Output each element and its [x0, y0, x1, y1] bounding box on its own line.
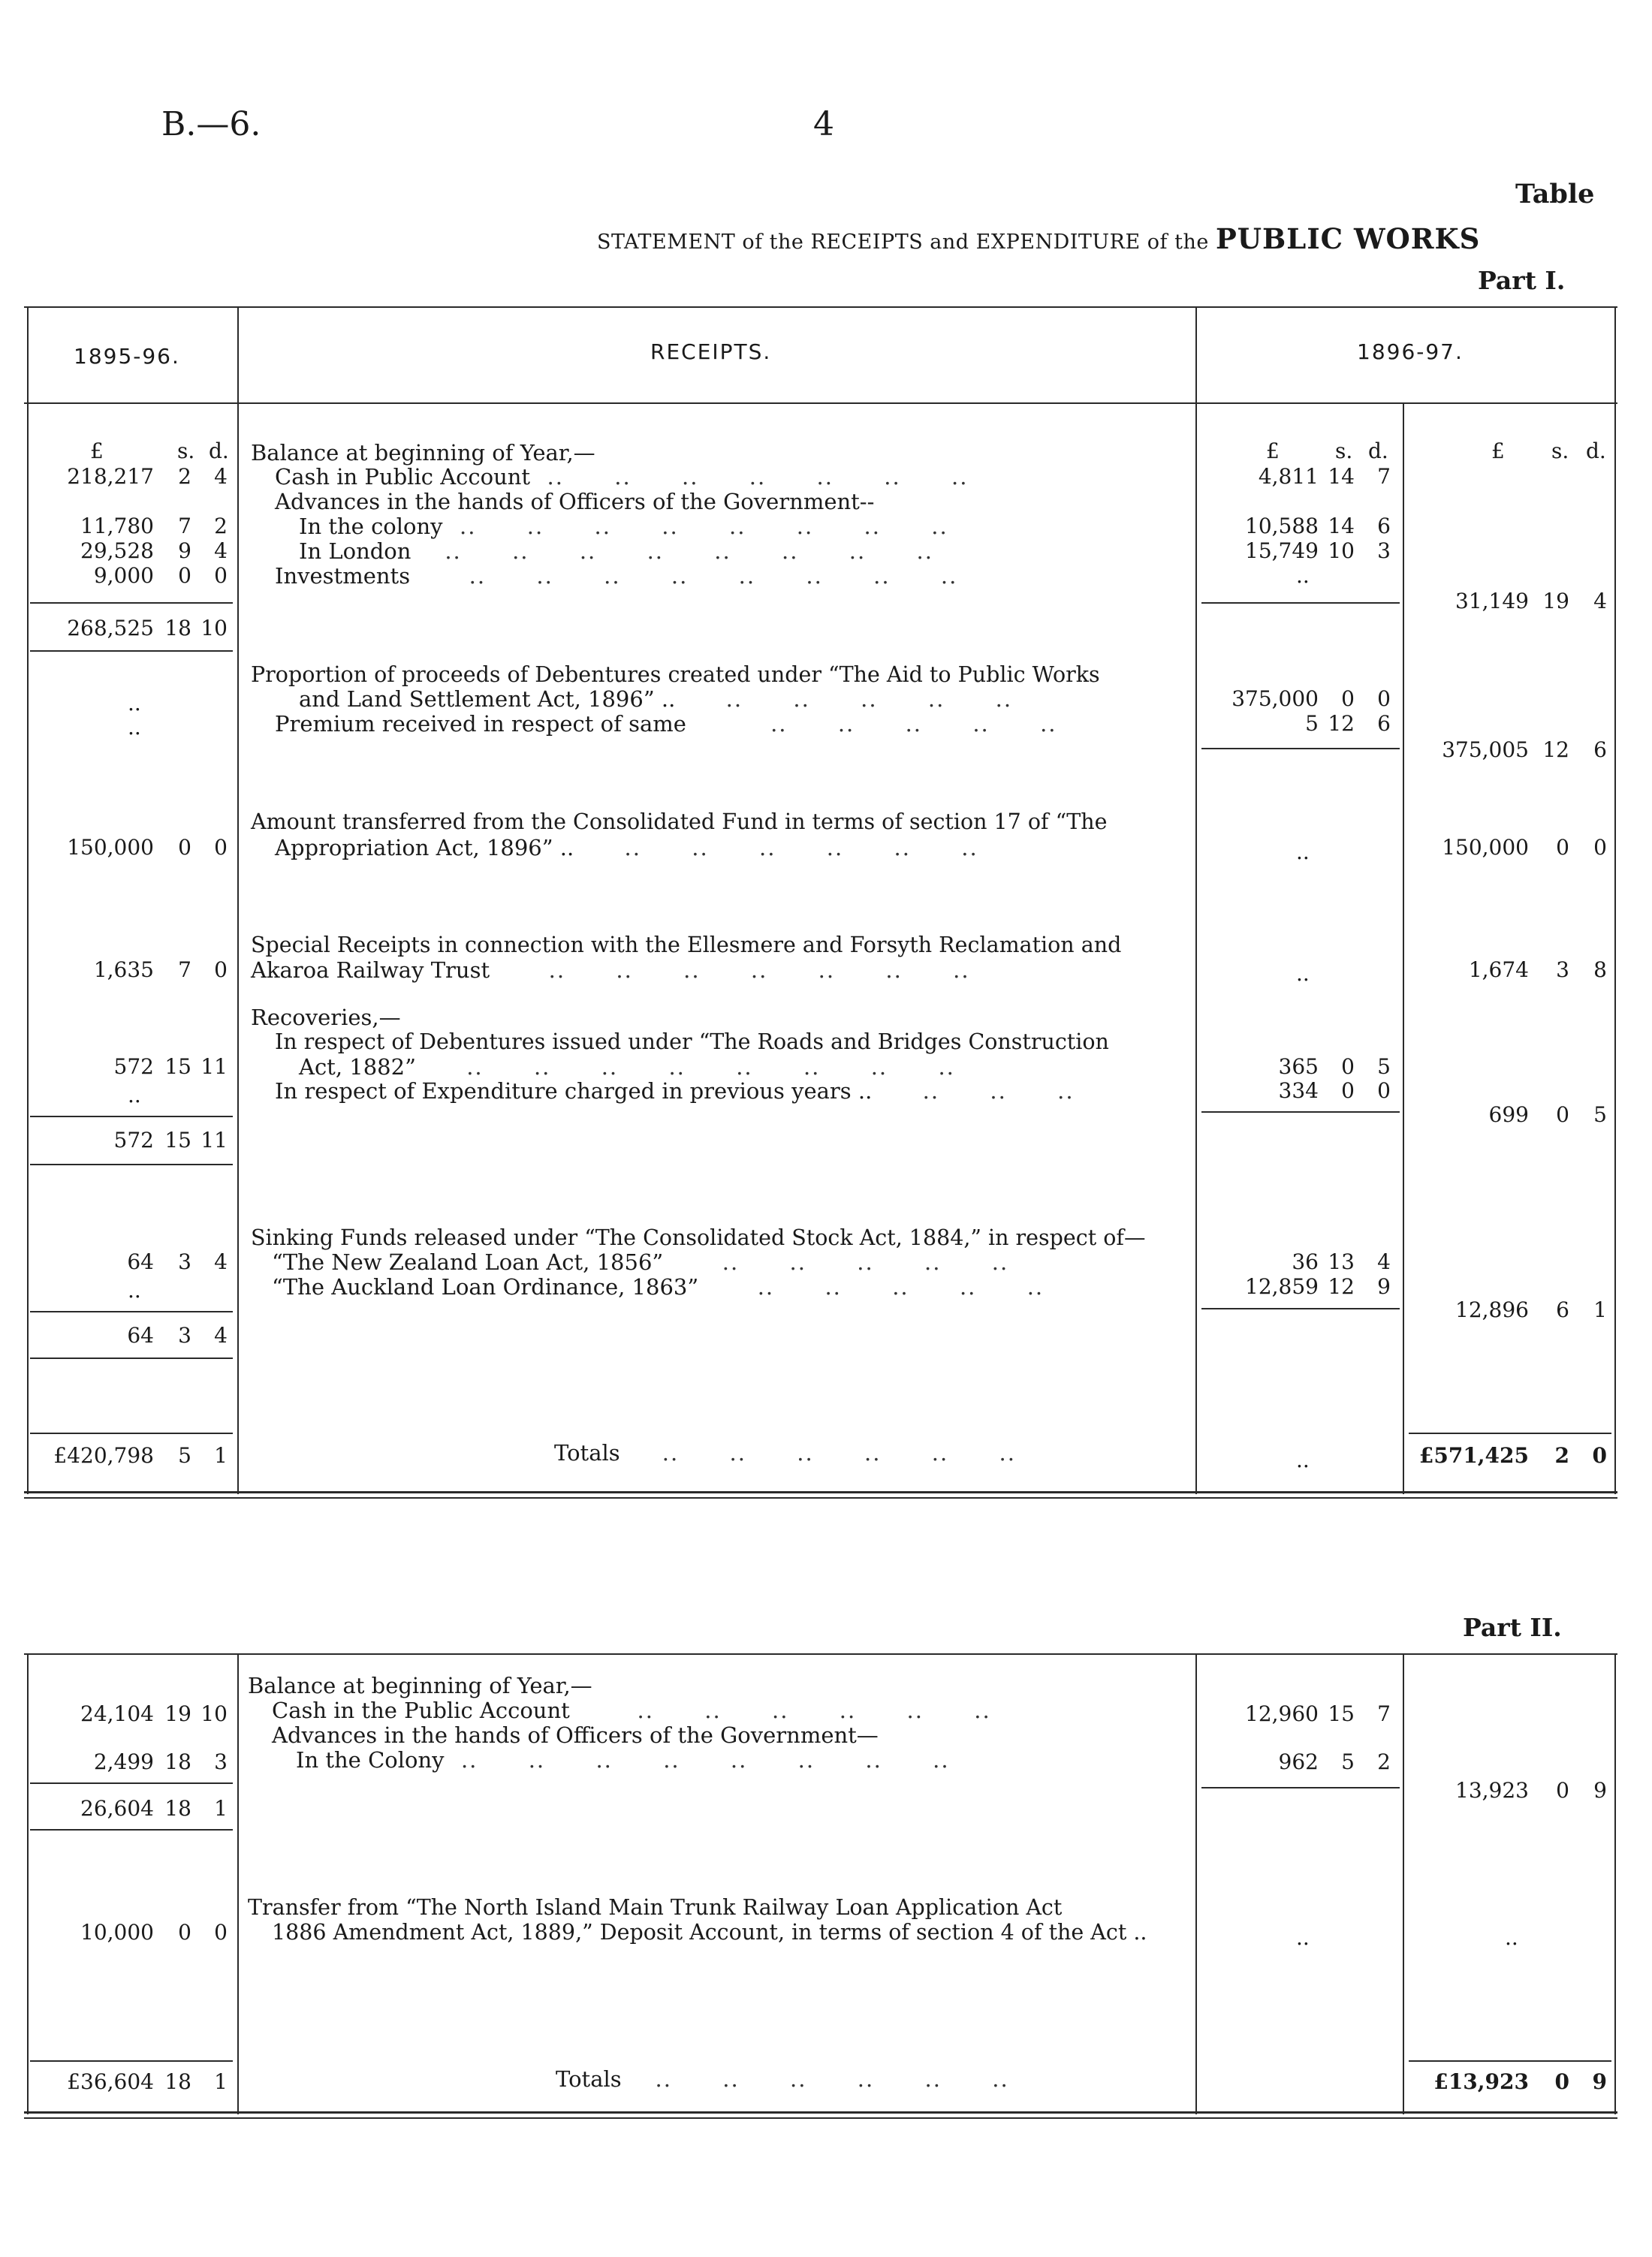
london-label: In London .. .. .. .. .. .. .. ..	[299, 538, 933, 564]
curr-sinking-2: 12,859 12 9	[1245, 1274, 1391, 1299]
curr-consolidated-amount: ..	[1296, 839, 1310, 864]
prev-sinking-amount: 64 3 4	[127, 1249, 228, 1274]
part1-label: Part I.	[1478, 266, 1566, 295]
statement-title-bold: PUBLIC WORKS	[1215, 222, 1481, 255]
prev-debentures-2: ..	[128, 715, 141, 740]
sinking-line2: “The New Zealand Loan Act, 1856” .. .. .. .. ..	[272, 1249, 1009, 1275]
prev-recoveries-subtotal: 572 15 11	[113, 1128, 228, 1153]
debentures-total: 375,005 12 6	[1442, 737, 1607, 762]
investments-label: Investments .. .. .. .. .. .. .. ..	[275, 563, 958, 589]
p2-transfer-line2: 1886 Amendment Act, 1889,” Deposit Account, in terms of section 4 of the Act ..	[272, 1920, 1147, 1945]
p2-advances-label: Advances in the hands of Officers of the Government—	[272, 1722, 879, 1748]
prev-recoveries-amount: 572 15 11	[113, 1054, 228, 1079]
p2-curr-transfer: ..	[1296, 1925, 1310, 1950]
curr-debenture-proceeds: 375,000 0 0	[1231, 686, 1391, 711]
prev-balance-subtotal: 268,525 18 10	[67, 616, 228, 640]
p2-curr-colony-amount: 962 5 2	[1278, 1749, 1391, 1774]
prev-sinking-subtotal: 64 3 4	[127, 1323, 228, 1348]
p2-prev-cash-amount: 24,104 19 10	[80, 1701, 228, 1726]
p2-colony-label: In the Colony .. .. .. .. .. .. .. ..	[296, 1747, 950, 1773]
special-total: 1,674 3 8	[1468, 957, 1607, 982]
special-line1: Special Receipts in connection with the Ellesmere and Forsyth Reclamation and	[251, 933, 1122, 957]
premium-label: Premium received in respect of same .. .. .. .. ..	[275, 711, 1057, 737]
prev-cash-amount: 218,217 2 4	[67, 464, 228, 489]
prev-special-amount: 1,635 7 0	[93, 957, 228, 982]
sinking-line3: “The Auckland Loan Ordinance, 1863” .. .. .. .. ..	[272, 1274, 1045, 1300]
balance-total: 31,149 19 4	[1455, 589, 1607, 613]
curr-recoveries-1: 365 0 5	[1278, 1054, 1391, 1079]
curr-sinking-1: 36 13 4	[1292, 1249, 1391, 1274]
curr-recoveries-2: 334 0 0	[1278, 1078, 1391, 1103]
p2-balance-total: 13,923 0 9	[1455, 1778, 1607, 1803]
special-line2: Akaroa Railway Trust .. .. .. .. .. .. ..	[251, 957, 970, 983]
prev-recoveries-2: ..	[128, 1083, 141, 1107]
balance-heading: Balance at beginning of Year,—	[251, 440, 595, 466]
part2-label: Part II.	[1463, 1613, 1562, 1642]
page-number: 4	[813, 105, 834, 143]
curr-cash-amount: 4,811 14 7	[1258, 464, 1391, 489]
consolidated-line1: Amount transferred from the Consolidated Fund in terms of section 17 of “The	[251, 809, 1108, 834]
debentures-line2: and Land Settlement Act, 1896” .. .. .. .. .. ..	[299, 686, 1013, 712]
prev-investments-amount: 9,000 0 0	[93, 563, 228, 588]
recoveries-line1: In respect of Debentures issued under “The Roads and Bridges Construction	[275, 1029, 1109, 1054]
p2-prev-colony-amount: 2,499 18 3	[93, 1749, 228, 1774]
p2-prev-subtotal: 26,604 18 1	[80, 1796, 228, 1821]
p2-grand-total: £13,923 0 9	[1433, 2069, 1607, 2094]
curr-investments-amount: ..	[1296, 563, 1310, 588]
p2-transfer-total: ..	[1505, 1925, 1518, 1950]
recoveries-line2: Act, 1882” .. .. .. .. .. .. .. ..	[299, 1054, 955, 1080]
advances-label: Advances in the hands of Officers of the Government--	[275, 489, 875, 514]
p2-cash-label: Cash in the Public Account .. .. .. .. .. ..	[272, 1698, 991, 1723]
prev-london-amount: 29,528 9 4	[80, 538, 228, 563]
grand-total: £571,425 2 0	[1418, 1443, 1607, 1468]
col-header-prev-year: 1895-96.	[74, 344, 180, 369]
recoveries-heading: Recoveries,—	[251, 1005, 401, 1030]
statement-title	[597, 222, 1480, 255]
prev-consolidated-amount: 150,000 0 0	[67, 835, 228, 860]
p2-curr-cash-amount: 12,960 15 7	[1245, 1701, 1391, 1726]
p2-prev-grand-total: £36,604 18 1	[67, 2069, 228, 2094]
prev-grand-total: £420,798 5 1	[53, 1443, 228, 1468]
p2-totals-label: Totals .. .. .. .. .. ..	[556, 2066, 1009, 2092]
prev-debentures-1: ..	[128, 691, 141, 716]
prev-colony-amount: 11,780 7 2	[80, 514, 228, 538]
curr-special-amount: ..	[1296, 961, 1310, 986]
totals-label: Totals .. .. .. .. .. ..	[554, 1440, 1016, 1466]
cash-label: Cash in Public Account .. .. .. .. .. .. ..	[275, 464, 969, 490]
curr-totals-placeholder: ..	[1296, 1448, 1310, 1472]
debentures-line1: Proportion of proceeds of Debentures created under “The Aid to Public Works	[251, 662, 1100, 687]
colony-label: In the colony .. .. .. .. .. .. .. ..	[299, 514, 948, 539]
page-reference: B.—6.	[161, 105, 261, 143]
curr-colony-amount: 10,588 14 6	[1245, 514, 1391, 538]
recoveries-total: 699 0 5	[1488, 1102, 1607, 1127]
curr-premium: 5 12 6	[1305, 711, 1391, 736]
p2-balance-heading: Balance at beginning of Year,—	[248, 1673, 592, 1698]
statement-title-prefix: STATEMENT of the RECEIPTS and EXPENDITURE of the	[597, 231, 1209, 254]
curr-london-amount: 15,749 10 3	[1245, 538, 1391, 563]
consolidated-line2: Appropriation Act, 1896” .. .. .. .. .. .. ..	[275, 835, 978, 860]
recoveries-line3: In respect of Expenditure charged in previous years .. .. .. ..	[275, 1078, 1075, 1104]
consolidated-total: 150,000 0 0	[1442, 835, 1607, 860]
p2-prev-transfer-amount: 10,000 0 0	[80, 1920, 228, 1945]
table-label: Table	[1515, 179, 1595, 209]
sinking-line1: Sinking Funds released under “The Consolidated Stock Act, 1884,” in respect of—	[251, 1225, 1146, 1250]
prev-sinking-2: ..	[128, 1278, 141, 1303]
col-header-receipts: RECEIPTS.	[650, 339, 772, 364]
sinking-total: 12,896 6 1	[1455, 1297, 1607, 1322]
col-header-curr-year: 1896-97.	[1357, 339, 1464, 364]
p2-transfer-line1: Transfer from “The North Island Main Trunk Railway Loan Application Act	[248, 1895, 1063, 1920]
